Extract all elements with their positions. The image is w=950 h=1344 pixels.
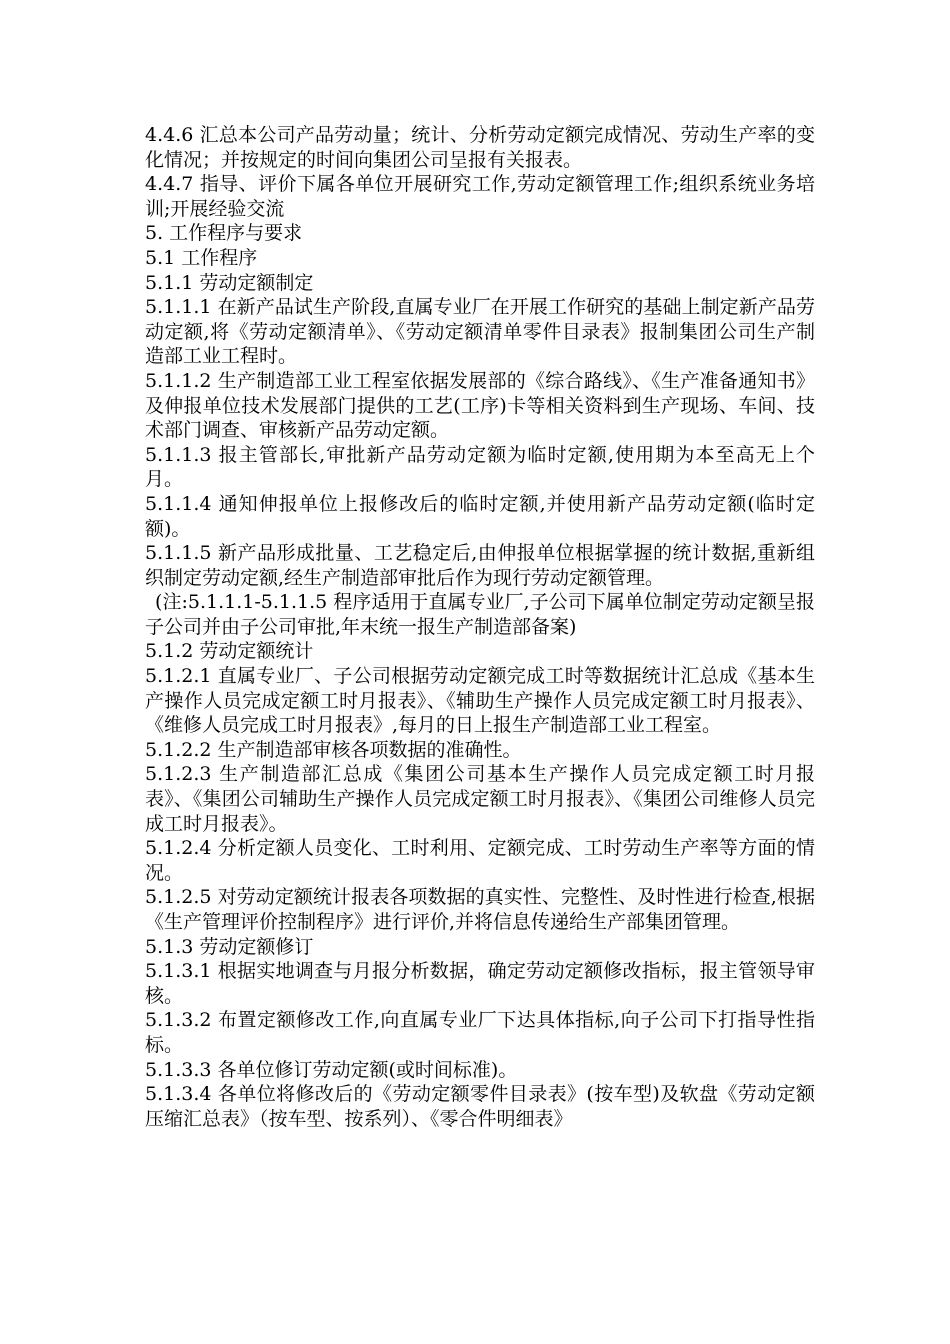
paragraph-5-1-3-4: 5.1.3.4 各单位将修改后的《劳动定额零件目录表》(按车型)及软盘《劳动定额压缩汇总表》（按车型、按系列）、《零合件明细表》: [145, 1083, 815, 1130]
paragraph-5-1-1-4: 5.1.1.4 通知伸报单位上报修改后的临时定额,并使用新产品劳动定额(临时定额)。: [145, 492, 815, 540]
paragraph-5-1-3-1: 5.1.3.1 根据实地调查与月报分析数据，确定劳动定额修改指标，报主管领导审核。: [145, 960, 815, 1007]
note-paragraph: (注:5.1.1.1-5.1.1.5 程序适用于直属专业厂,子公司下属单位制定劳动定额呈报子公司并由子公司审批,年末统一报生产制造部备案): [145, 591, 815, 638]
paragraph-5-1-2-4: 5.1.2.4 分析定额人员变化、工时利用、定额完成、工时劳动生产率等方面的情况。: [145, 837, 815, 884]
paragraph-5-1-1-5: 5.1.1.5 新产品形成批量、工艺稳定后,由伸报单位根据掌握的统计数据,重新组织制定劳动定额,经生产制造部审批后作为现行劳动定额管理。: [145, 542, 815, 589]
paragraph-4-4-6: 4.4.6 汇总本公司产品劳动量；统计、分析劳动定额完成情况、劳动生产率的变化情况；并按规定的时间向集团公司呈报有关报表。: [145, 124, 815, 171]
document-page: [145, 123, 815, 1131]
section-heading-5-1-3: 5.1.3 劳动定额修订: [145, 935, 314, 958]
paragraph-5-1-3-2: 5.1.3.2 布置定额修改工作,向直属专业厂下达具体指标,向子公司下打指导性指标。: [145, 1009, 815, 1056]
paragraph-4-4-7: 4.4.7 指导、评价下属各单位开展研究工作,劳动定额管理工作;组织系统业务培训;开展经验交流: [145, 173, 815, 220]
paragraph-5-1-2-1: 5.1.2.1 直属专业厂、子公司根据劳动定额完成工时等数据统计汇总成《基本生产操作人员完成定额工时月报表》、《辅助生产操作人员完成定额工时月报表》、《维修人员完成工时月报表》,每月的日上报生产制造部工业工程室。: [145, 665, 815, 737]
paragraph-5-1-1-1: 5.1.1.1 在新产品试生产阶段,直属专业厂在开展工作研究的基础上制定新产品劳动定额,将《劳动定额清单》、《劳动定额清单零件目录表》报制集团公司生产制造部工业工程时。: [145, 296, 815, 368]
paragraph-5-1-1-2: 5.1.1.2 生产制造部工业工程室依据发展部的《综合路线》、《生产准备通知书》及伸报单位技术发展部门提供的工艺(工序)卡等相关资料到生产现场、车间、技术部门调查、审核新产品劳动定额。: [145, 369, 815, 442]
paragraph-5-1-2-3: 5.1.2.3 生产制造部汇总成《集团公司基本生产操作人员完成定额工时月报表》、《集团公司辅助生产操作人员完成定额工时月报表》、《集团公司维修人员完成工时月报表》。: [145, 763, 815, 835]
paragraph-5-1-3-3: 5.1.3.3 各单位修订劳动定额(或时间标准)。: [145, 1058, 518, 1081]
paragraph-5-1-2-5: 5.1.2.5 对劳动定额统计报表各项数据的真实性、完整性、及时性进行检查,根据《生产管理评价控制程序》进行评价,并将信息传递给生产部集团管理。: [145, 886, 815, 933]
paragraph-5-1-1-3: 5.1.1.3 报主管部长,审批新产品劳动定额为临时定额,使用期为本至高无上个月。: [145, 443, 815, 491]
paragraph-5-1-2-2: 5.1.2.2 生产制造部审核各项数据的准确性。: [145, 738, 522, 761]
section-heading-5-1-2: 5.1.2 劳动定额统计: [145, 640, 314, 663]
section-heading-5: 5. 工作程序与要求: [145, 222, 303, 245]
section-heading-5-1: 5.1 工作程序: [145, 246, 258, 269]
section-heading-5-1-1: 5.1.1 劳动定额制定: [145, 271, 314, 294]
